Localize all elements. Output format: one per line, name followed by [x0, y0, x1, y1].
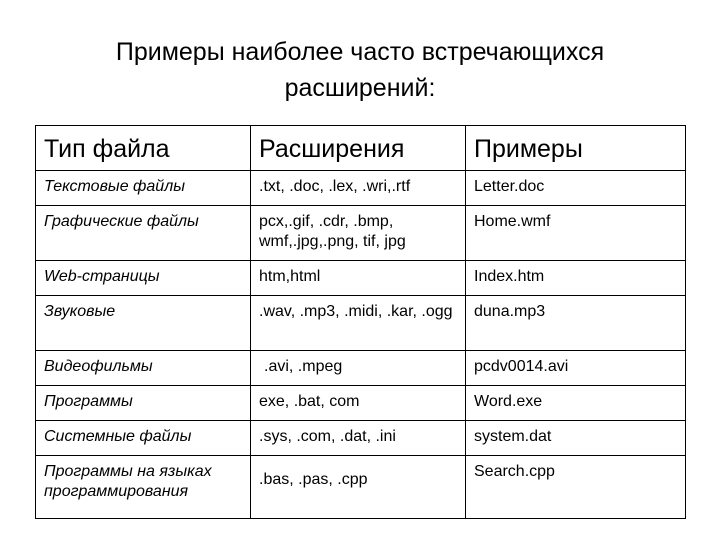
cell-extensions: pcx,.gif, .cdr, .bmp, wmf,.jpg,.png, tif, jpg: [251, 206, 466, 261]
table-row: [36, 261, 686, 296]
table-row: [36, 386, 686, 421]
cell-file-type: Текстовые файлы: [36, 171, 251, 206]
cell-example: system.dat: [466, 421, 686, 456]
cell-example: Search.cpp: [466, 456, 686, 519]
table-row: [36, 206, 686, 261]
cell-example: Letter.doc: [466, 171, 686, 206]
cell-file-type: Звуковые: [36, 296, 251, 351]
file-extensions-table: [35, 125, 686, 519]
header-extensions: Расширения: [251, 126, 466, 171]
table-row: [36, 456, 686, 519]
page-title-line-2: расширений:: [284, 74, 436, 102]
cell-example: duna.mp3: [466, 296, 686, 351]
cell-extensions: .txt, .doc, .lex, .wri,.rtf: [251, 171, 466, 206]
cell-extensions: exe, .bat, com: [251, 386, 466, 421]
table-header-row: [36, 126, 686, 171]
cell-file-type: Web-страницы: [36, 261, 251, 296]
cell-file-type: Видеофильмы: [36, 351, 251, 386]
cell-file-type: Графические файлы: [36, 206, 251, 261]
cell-extensions: .avi, .mpeg: [251, 351, 466, 386]
table-row: [36, 171, 686, 206]
cell-extensions: .bas, .pas, .cpp: [251, 456, 466, 519]
table-row: [36, 296, 686, 351]
page-title-line-1: Примеры наиболее часто встречающихся: [115, 38, 605, 66]
cell-file-type: Системные файлы: [36, 421, 251, 456]
table-row: [36, 421, 686, 456]
cell-example: Home.wmf: [466, 206, 686, 261]
header-file-type: Тип файла: [36, 126, 251, 171]
cell-example: pcdv0014.avi: [466, 351, 686, 386]
page-title: [40, 34, 680, 106]
cell-example: Index.htm: [466, 261, 686, 296]
cell-example: Word.exe: [466, 386, 686, 421]
cell-extensions: .sys, .com, .dat, .ini: [251, 421, 466, 456]
cell-file-type: Программы на языках программирования: [36, 456, 251, 519]
cell-extensions: htm,html: [251, 261, 466, 296]
cell-file-type: Программы: [36, 386, 251, 421]
table-row: [36, 351, 686, 386]
cell-extensions: .wav, .mp3, .midi, .kar, .ogg: [251, 296, 466, 351]
header-examples: Примеры: [466, 126, 686, 171]
